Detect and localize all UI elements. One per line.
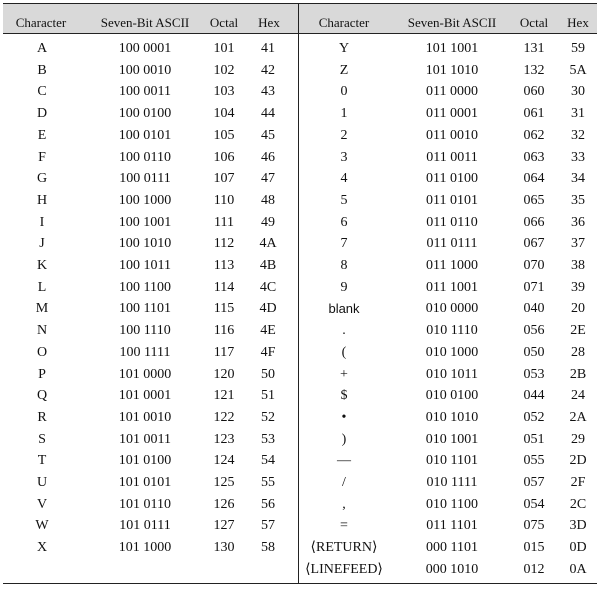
left-cell-ascii: 100 1011 — [119, 258, 171, 273]
left-cell-ascii: 100 1111 — [119, 344, 171, 360]
left-cell-hex: 55 — [261, 475, 275, 490]
right-cell-character: 1 — [340, 106, 348, 122]
right-cell-ascii: 010 1111 — [426, 475, 478, 490]
left-cell-octal: 102 — [213, 62, 235, 78]
right-cell-hex: 2C — [569, 496, 587, 512]
left-cell-hex: 4F — [260, 344, 276, 360]
left-cell-hex: 47 — [261, 171, 275, 187]
right-cell-character: ) — [341, 431, 347, 447]
right-cell-ascii: 011 1001 — [426, 279, 478, 295]
right-cell-hex: 20 — [571, 301, 585, 317]
right-cell-octal: 053 — [523, 366, 545, 382]
right-cell-octal: 063 — [523, 149, 545, 165]
table-column-divider — [298, 4, 299, 583]
left-cell-octal: 130 — [213, 540, 235, 556]
right-cell-hex: 24 — [571, 388, 585, 404]
right-cell-character: 3 — [340, 149, 348, 165]
left-cell-ascii: 100 1001 — [118, 214, 172, 230]
table-header-rule — [3, 33, 597, 34]
left-cell-character: J — [39, 236, 45, 252]
right-cell-hex: 38 — [571, 258, 585, 273]
right-cell-character: 9 — [340, 279, 348, 295]
right-cell-octal: 054 — [523, 496, 545, 512]
right-cell-character: 4 — [340, 171, 348, 187]
right-cell-ascii: 000 1101 — [426, 540, 478, 556]
left-cell-octal: 105 — [213, 127, 235, 143]
left-cell-character: U — [36, 475, 48, 490]
right-cell-hex: 2B — [569, 366, 587, 382]
left-cell-character: L — [37, 279, 47, 295]
left-cell-ascii: 101 0111 — [119, 518, 171, 534]
right-cell-ascii: 010 0000 — [425, 301, 479, 317]
left-cell-hex: 49 — [261, 214, 275, 230]
left-cell-ascii: 100 1000 — [118, 192, 172, 208]
left-cell-hex: 4A — [259, 236, 277, 252]
left-cell-hex: 52 — [261, 409, 275, 425]
left-cell-ascii: 100 0100 — [118, 106, 172, 122]
left-cell-ascii: 100 1101 — [119, 301, 171, 317]
right-cell-octal: 065 — [523, 192, 545, 208]
left-cell-octal: 111 — [214, 214, 234, 230]
left-cell-octal: 120 — [213, 366, 235, 382]
right-cell-hex: 3D — [569, 518, 587, 534]
left-cell-character: S — [38, 431, 46, 447]
right-cell-ascii: 010 1011 — [426, 366, 478, 382]
left-cell-ascii: 100 0111 — [119, 171, 171, 187]
left-cell-hex: 44 — [261, 106, 275, 122]
left-cell-octal: 104 — [213, 106, 235, 122]
table-header-right — [299, 4, 597, 33]
left-cell-hex: 58 — [261, 540, 275, 556]
left-cell-character: F — [38, 149, 46, 165]
left-cell-hex: 41 — [261, 41, 275, 56]
right-cell-ascii: 000 1010 — [425, 561, 479, 577]
left-cell-octal: 113 — [213, 258, 235, 273]
right-cell-octal: 056 — [523, 323, 545, 339]
left-cell-octal: 125 — [213, 475, 235, 490]
right-cell-ascii: 011 0001 — [426, 106, 478, 122]
right-cell-hex: 30 — [571, 84, 585, 100]
right-cell-ascii: 011 0000 — [426, 84, 478, 100]
right-cell-ascii: 011 0101 — [426, 192, 478, 208]
left-cell-character: W — [35, 518, 49, 534]
right-cell-hex: 28 — [571, 344, 585, 360]
right-cell-ascii: 010 1100 — [426, 496, 478, 512]
left-cell-character: O — [36, 344, 48, 360]
right-cell-octal: 066 — [523, 214, 545, 230]
right-cell-ascii: 010 1001 — [425, 431, 479, 447]
left-cell-character: C — [37, 84, 47, 100]
right-cell-octal: 051 — [523, 431, 545, 447]
left-cell-hex: 46 — [261, 149, 275, 165]
right-cell-character: 7 — [340, 236, 348, 252]
right-cell-octal: 052 — [523, 409, 545, 425]
right-cell-ascii: 010 1101 — [426, 453, 478, 469]
right-cell-hex: 2D — [569, 453, 587, 469]
left-cell-octal: 112 — [213, 236, 235, 252]
left-cell-character: D — [36, 106, 48, 122]
right-cell-ascii: 011 0011 — [426, 149, 478, 165]
left-cell-octal: 116 — [213, 323, 235, 339]
left-cell-ascii: 101 0010 — [118, 409, 172, 425]
right-cell-character: 0 — [340, 84, 348, 100]
left-cell-octal: 124 — [213, 453, 235, 469]
left-cell-octal: 103 — [213, 84, 235, 100]
left-cell-octal: 107 — [213, 171, 235, 187]
right-cell-ascii: 010 1000 — [425, 344, 479, 360]
right-cell-ascii: 011 0110 — [426, 214, 478, 230]
right-cell-character: ( — [341, 344, 347, 360]
right-cell-hex: 34 — [571, 171, 585, 187]
right-cell-hex: 33 — [571, 149, 585, 165]
right-cell-character: , — [342, 496, 346, 512]
left-cell-octal: 106 — [213, 149, 235, 165]
left-cell-character: Q — [36, 388, 48, 404]
right-cell-octal: 070 — [523, 258, 545, 273]
left-cell-hex: 45 — [261, 127, 275, 143]
right-cell-octal: 015 — [523, 540, 545, 556]
right-cell-hex: 5A — [569, 62, 587, 78]
right-cell-hex: 29 — [571, 431, 585, 447]
right-cell-octal: 131 — [523, 41, 545, 56]
right-cell-ascii: 011 0010 — [426, 127, 478, 143]
left-cell-character: P — [38, 366, 46, 382]
left-cell-character: E — [37, 127, 47, 143]
right-cell-hex: 2E — [570, 323, 586, 339]
right-cell-hex: 39 — [571, 279, 585, 295]
header-ascii: Seven-Bit ASCII — [100, 15, 190, 30]
right-cell-octal: 075 — [523, 518, 545, 534]
left-cell-hex: 50 — [261, 366, 275, 382]
left-cell-hex: 56 — [261, 496, 275, 512]
right-cell-hex: 36 — [571, 214, 585, 230]
left-cell-ascii: 101 0100 — [118, 453, 172, 469]
left-cell-ascii: 101 0000 — [118, 366, 172, 382]
right-cell-hex: 31 — [571, 106, 585, 122]
right-cell-octal: 057 — [523, 475, 545, 490]
left-cell-ascii: 100 0110 — [119, 149, 171, 165]
left-cell-hex: 51 — [261, 388, 275, 404]
left-cell-ascii: 100 0101 — [118, 127, 172, 143]
right-cell-octal: 055 — [523, 453, 545, 469]
right-cell-octal: 044 — [523, 388, 545, 404]
right-cell-ascii: 101 1010 — [425, 62, 479, 78]
right-cell-octal: 061 — [523, 106, 545, 122]
left-cell-ascii: 100 1100 — [119, 279, 171, 295]
left-cell-ascii: 101 0101 — [118, 475, 172, 490]
left-cell-octal: 110 — [213, 192, 235, 208]
table-header-left — [3, 4, 298, 33]
right-cell-ascii: 010 1110 — [426, 323, 478, 339]
header-hex: Hex — [567, 15, 589, 30]
right-cell-character: blank — [328, 301, 360, 317]
right-cell-character: 6 — [340, 214, 348, 230]
left-cell-character: V — [36, 496, 48, 512]
table-bottom-rule — [3, 583, 597, 584]
left-cell-octal: 114 — [213, 279, 235, 295]
right-cell-character: = — [340, 518, 348, 534]
left-cell-ascii: 101 1000 — [118, 540, 172, 556]
left-cell-ascii: 100 0010 — [118, 62, 172, 78]
left-cell-hex: 4B — [259, 258, 277, 273]
right-cell-hex: 59 — [571, 41, 585, 56]
right-cell-ascii: 011 1000 — [426, 258, 478, 273]
left-cell-hex: 43 — [261, 84, 275, 100]
left-cell-character: X — [36, 540, 48, 556]
right-cell-character: + — [340, 366, 348, 382]
right-cell-character: — — [337, 453, 351, 469]
right-cell-character: • — [341, 409, 347, 425]
right-cell-hex: 0A — [569, 561, 587, 577]
left-cell-ascii: 101 0001 — [118, 388, 172, 404]
left-cell-octal: 115 — [213, 301, 235, 317]
left-cell-octal: 127 — [213, 518, 235, 534]
left-cell-hex: 4D — [259, 301, 277, 317]
right-cell-octal: 067 — [523, 236, 545, 252]
left-cell-ascii: 100 1010 — [118, 236, 172, 252]
right-cell-octal: 064 — [523, 171, 545, 187]
right-cell-octal: 040 — [523, 301, 545, 317]
left-cell-octal: 117 — [213, 344, 235, 360]
left-cell-character: N — [36, 323, 48, 339]
right-cell-character: 8 — [340, 258, 348, 273]
right-cell-character: / — [342, 475, 346, 490]
left-cell-ascii: 100 1110 — [119, 323, 171, 339]
right-cell-hex: 37 — [571, 236, 585, 252]
right-cell-character: 2 — [340, 127, 348, 143]
right-cell-octal: 060 — [523, 84, 545, 100]
right-cell-character: $ — [340, 388, 348, 404]
left-cell-character: T — [37, 453, 47, 469]
left-cell-hex: 4E — [260, 323, 276, 339]
right-cell-octal: 071 — [523, 279, 545, 295]
left-cell-octal: 121 — [213, 388, 235, 404]
header-octal: Octal — [519, 15, 549, 30]
left-cell-character: M — [35, 301, 49, 317]
right-cell-hex: 2A — [569, 409, 587, 425]
left-cell-ascii: 101 0011 — [119, 431, 171, 447]
right-cell-ascii: 010 1010 — [425, 409, 479, 425]
header-octal: Octal — [209, 15, 239, 30]
right-cell-character: ⟨RETURN⟩ — [310, 540, 378, 556]
left-cell-character: R — [37, 409, 47, 425]
left-cell-hex: 48 — [261, 192, 275, 208]
right-cell-hex: 35 — [571, 192, 585, 208]
right-cell-octal: 012 — [523, 561, 545, 577]
left-cell-ascii: 101 0110 — [119, 496, 171, 512]
header-character: Character — [15, 15, 67, 30]
right-cell-hex: 2F — [570, 475, 586, 490]
header-character: Character — [318, 15, 370, 30]
right-cell-ascii: 011 0100 — [426, 171, 478, 187]
right-cell-character: Y — [338, 41, 350, 56]
left-cell-character: I — [39, 214, 45, 230]
left-cell-character: A — [36, 41, 48, 56]
right-cell-character: . — [342, 323, 346, 339]
left-cell-character: G — [36, 171, 48, 187]
left-cell-octal: 123 — [213, 431, 235, 447]
left-cell-ascii: 100 0011 — [119, 84, 171, 100]
right-cell-ascii: 010 0100 — [425, 388, 479, 404]
right-cell-octal: 132 — [523, 62, 545, 78]
left-cell-hex: 4C — [259, 279, 277, 295]
left-cell-ascii: 100 0001 — [118, 41, 172, 56]
left-cell-hex: 42 — [261, 62, 275, 78]
header-ascii: Seven-Bit ASCII — [407, 15, 497, 30]
right-cell-octal: 062 — [523, 127, 545, 143]
right-cell-character: 5 — [340, 192, 348, 208]
left-cell-character: K — [36, 258, 48, 273]
left-cell-octal: 101 — [213, 41, 235, 56]
right-cell-character: Z — [339, 62, 349, 78]
right-cell-octal: 050 — [523, 344, 545, 360]
header-hex: Hex — [258, 15, 280, 30]
right-cell-ascii: 011 1101 — [426, 518, 478, 534]
left-cell-hex: 54 — [261, 453, 275, 469]
left-cell-octal: 122 — [213, 409, 235, 425]
left-cell-hex: 53 — [261, 431, 275, 447]
right-cell-hex: 0D — [569, 540, 587, 556]
right-cell-character: ⟨LINEFEED⟩ — [305, 561, 383, 577]
left-cell-character: B — [37, 62, 47, 78]
right-cell-hex: 32 — [571, 127, 585, 143]
right-cell-ascii: 101 1001 — [425, 41, 479, 56]
left-cell-hex: 57 — [261, 518, 275, 534]
left-cell-octal: 126 — [213, 496, 235, 512]
right-cell-ascii: 011 0111 — [426, 236, 478, 252]
left-cell-character: H — [36, 192, 48, 208]
